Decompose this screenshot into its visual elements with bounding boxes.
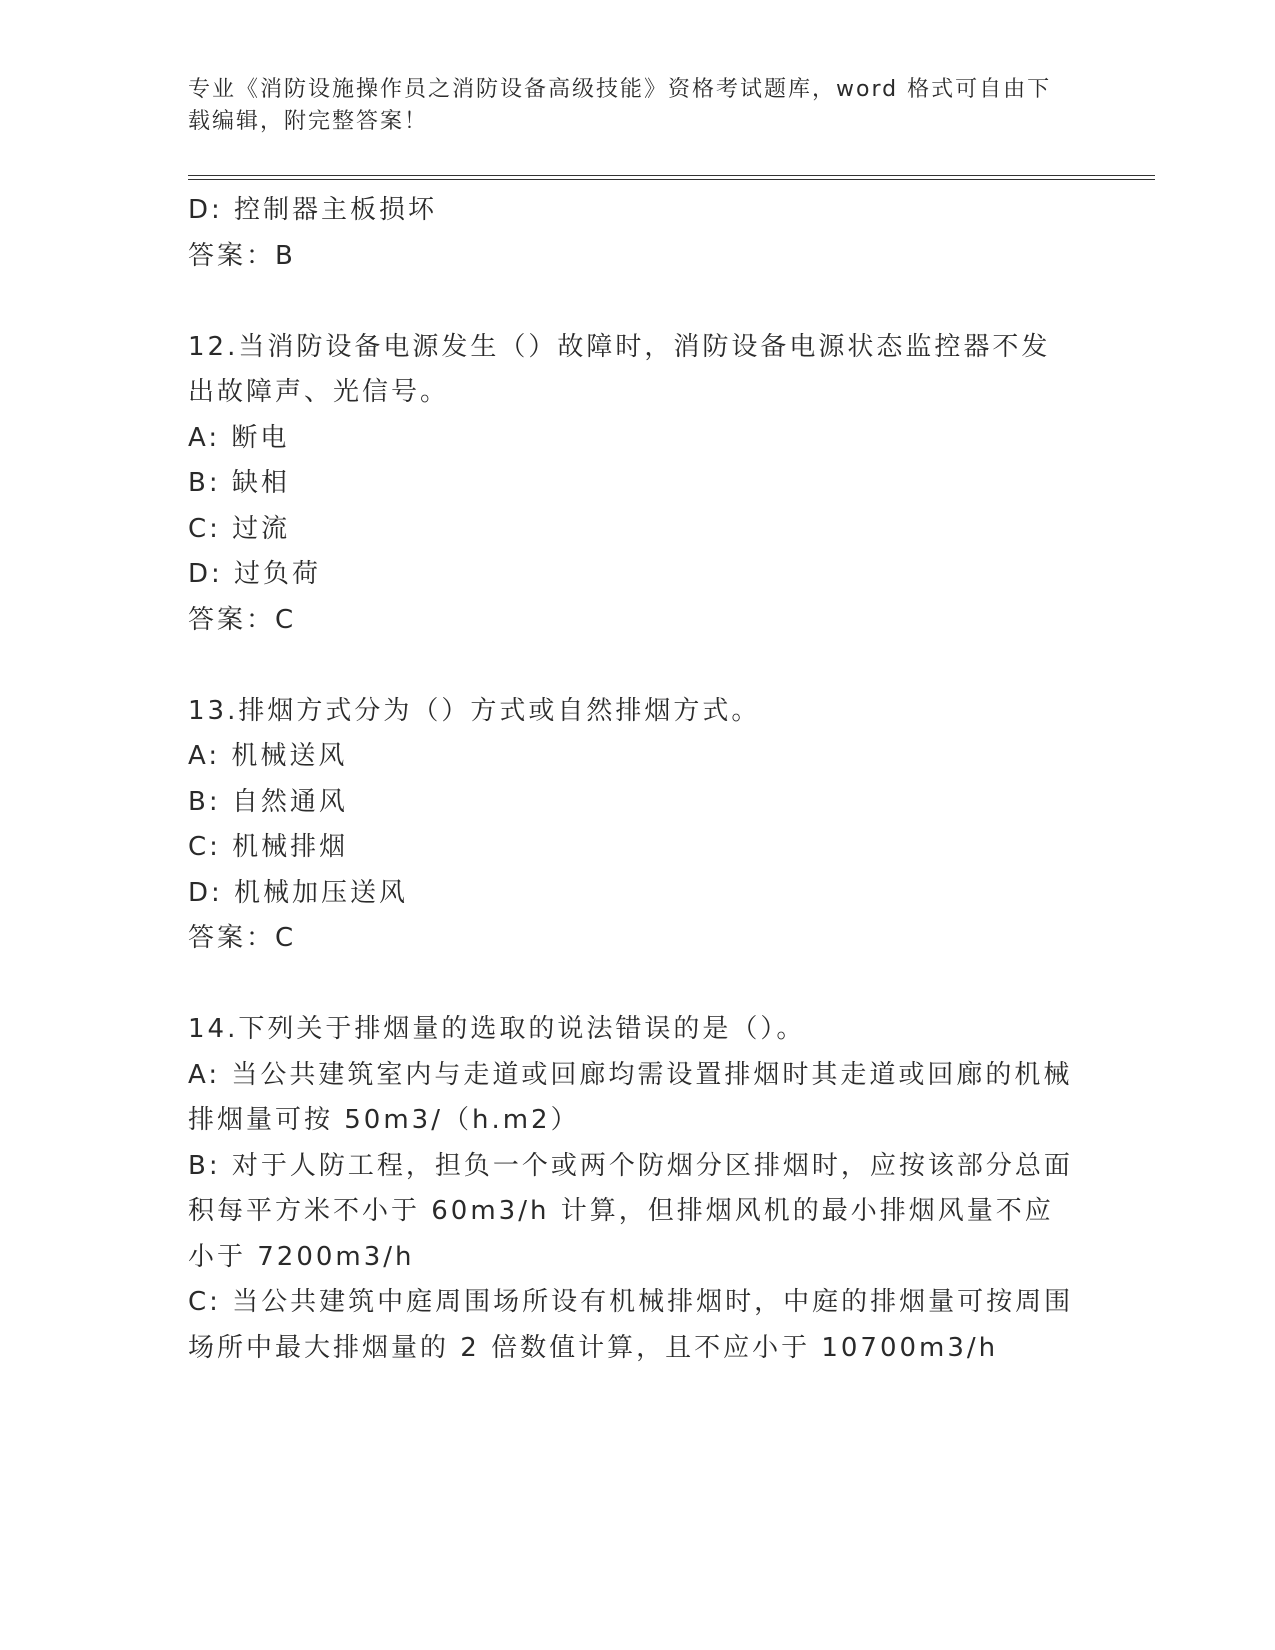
question-13-option-c: C: 机械排烟 xyxy=(188,832,349,862)
question-14-stem: 14.下列关于排烟量的选取的说法错误的是（）。 xyxy=(188,1014,806,1044)
question-12-answer: 答案：C xyxy=(188,604,297,635)
question-13-answer: 答案：C xyxy=(188,923,297,953)
spacer xyxy=(188,962,1078,1008)
spacer xyxy=(188,279,1078,325)
header-line-1: 专业《消防设施操作员之消防设备高级技能》资格考试题库，word 格式可自由下 xyxy=(188,77,1052,102)
spacer xyxy=(188,643,1078,689)
prev-answer: 答案：B xyxy=(188,240,296,271)
question-12-option-c: C: 过流 xyxy=(188,513,291,544)
question-13 xyxy=(188,689,1078,962)
question-13-option-a: A: 机械送风 xyxy=(188,741,348,771)
header-divider xyxy=(188,175,1155,180)
prev-option-d: D: 控制器主板损坏 xyxy=(188,195,438,225)
question-13-stem: 13.排烟方式分为（）方式或自然排烟方式。 xyxy=(188,695,761,726)
question-13-option-b: B: 自然通风 xyxy=(188,786,348,817)
question-14-option-b: B: 对于人防工程，担负一个或两个防烟分区排烟时，应按该部分总面积每平方米不小于 60m3/h 计算，但排烟风机的最小排烟风量不应小于 7200m3/h xyxy=(188,1150,1073,1272)
question-14-option-c: C: 当公共建筑中庭周围场所设有机械排烟时，中庭的排烟量可按周围场所中最大排烟量的 2 倍数值计算，且不应小于 10700m3/h xyxy=(188,1287,1074,1363)
header-line-2: 载编辑，附完整答案！ xyxy=(188,109,429,134)
question-12-stem: 12.当消防设备电源发生（）故障时，消防设备电源状态监控器不发出故障声、光信号。 xyxy=(188,331,1051,407)
question-13-option-d: D: 机械加压送风 xyxy=(188,877,409,908)
question-12-option-d: D: 过负荷 xyxy=(188,559,322,589)
question-14-option-a: A: 当公共建筑室内与走道或回廊均需设置排烟时其走道或回廊的机械排烟量可按 50m3/（h.m2） xyxy=(188,1059,1073,1135)
question-12-option-b: B: 缺相 xyxy=(188,468,290,498)
question-12 xyxy=(188,325,1078,644)
document-header xyxy=(188,74,1068,138)
question-12-option-a: A: 断电 xyxy=(188,422,290,453)
question-content xyxy=(188,188,1078,1371)
question-14 xyxy=(188,1007,1078,1371)
